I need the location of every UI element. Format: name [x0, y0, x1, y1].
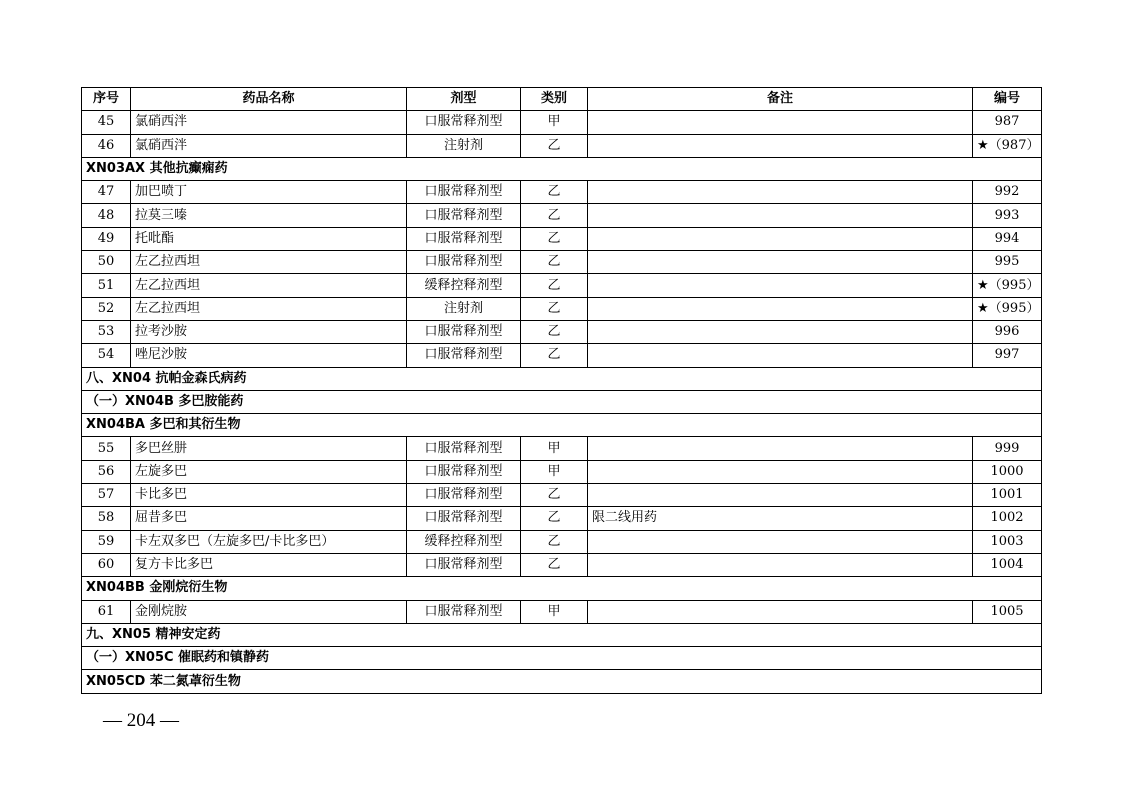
cell-drug-name: 卡比多巴	[131, 484, 407, 507]
table-row	[82, 530, 1042, 553]
cell-dosage-form: 口服常释剂型	[407, 484, 521, 507]
cell-serial-no: 58	[82, 507, 131, 530]
cell-serial-no: 59	[82, 530, 131, 553]
section-heading: XN03AX 其他抗癫痫药	[82, 157, 1042, 180]
section-row	[82, 577, 1042, 600]
cell-dosage-form: 口服常释剂型	[407, 251, 521, 274]
cell-code: 996	[973, 320, 1042, 343]
cell-serial-no: 55	[82, 437, 131, 460]
cell-dosage-form: 口服常释剂型	[407, 460, 521, 483]
section-heading: XN05CD 苯二氮䓬衍生物	[82, 670, 1042, 693]
cell-dosage-form: 口服常释剂型	[407, 227, 521, 250]
cell-remarks	[588, 320, 973, 343]
cell-remarks	[588, 530, 973, 553]
cell-serial-no: 47	[82, 181, 131, 204]
section-heading: （一）XN05C 催眠药和镇静药	[82, 647, 1042, 670]
cell-drug-name: 左旋多巴	[131, 460, 407, 483]
cell-serial-no: 61	[82, 600, 131, 623]
cell-dosage-form: 口服常释剂型	[407, 553, 521, 576]
section-heading: XN04BB 金刚烷衍生物	[82, 577, 1042, 600]
table-row	[82, 460, 1042, 483]
section-heading: 八、XN04 抗帕金森氏病药	[82, 367, 1042, 390]
cell-code: 1002	[973, 507, 1042, 530]
cell-dosage-form: 口服常释剂型	[407, 507, 521, 530]
section-heading: （一）XN04B 多巴胺能药	[82, 390, 1042, 413]
cell-remarks	[588, 344, 973, 367]
cell-serial-no: 52	[82, 297, 131, 320]
table-row	[82, 227, 1042, 250]
table-row	[82, 181, 1042, 204]
table-row	[82, 507, 1042, 530]
cell-drug-name: 拉莫三嗪	[131, 204, 407, 227]
cell-drug-name: 托吡酯	[131, 227, 407, 250]
cell-category: 乙	[521, 320, 588, 343]
cell-code: 993	[973, 204, 1042, 227]
cell-remarks	[588, 460, 973, 483]
cell-remarks	[588, 227, 973, 250]
cell-category: 乙	[521, 553, 588, 576]
cell-category: 甲	[521, 111, 588, 134]
section-row	[82, 623, 1042, 646]
section-row	[82, 157, 1042, 180]
cell-category: 乙	[521, 227, 588, 250]
cell-remarks	[588, 297, 973, 320]
cell-serial-no: 45	[82, 111, 131, 134]
section-row	[82, 367, 1042, 390]
header-dosage-form: 剂型	[407, 88, 521, 111]
cell-code: 999	[973, 437, 1042, 460]
cell-remarks	[588, 111, 973, 134]
cell-code: 1001	[973, 484, 1042, 507]
cell-drug-name: 左乙拉西坦	[131, 274, 407, 297]
table-header-row	[82, 88, 1042, 111]
table-row	[82, 320, 1042, 343]
cell-code: ★（987）	[973, 134, 1042, 157]
section-row	[82, 670, 1042, 693]
table-row	[82, 600, 1042, 623]
cell-category: 甲	[521, 437, 588, 460]
cell-dosage-form: 注射剂	[407, 134, 521, 157]
cell-remarks	[588, 134, 973, 157]
cell-serial-no: 57	[82, 484, 131, 507]
header-remarks: 备注	[588, 88, 973, 111]
cell-remarks	[588, 484, 973, 507]
cell-category: 乙	[521, 134, 588, 157]
section-row	[82, 414, 1042, 437]
cell-serial-no: 56	[82, 460, 131, 483]
cell-remarks	[588, 553, 973, 576]
cell-category: 乙	[521, 507, 588, 530]
cell-dosage-form: 口服常释剂型	[407, 320, 521, 343]
table-row	[82, 297, 1042, 320]
cell-code: ★（995）	[973, 274, 1042, 297]
cell-category: 乙	[521, 297, 588, 320]
cell-remarks	[588, 600, 973, 623]
cell-drug-name: 氯硝西泮	[131, 134, 407, 157]
cell-drug-name: 拉考沙胺	[131, 320, 407, 343]
cell-serial-no: 54	[82, 344, 131, 367]
cell-serial-no: 60	[82, 553, 131, 576]
table-row	[82, 344, 1042, 367]
cell-category: 乙	[521, 274, 588, 297]
cell-remarks	[588, 251, 973, 274]
cell-drug-name: 多巴丝肼	[131, 437, 407, 460]
cell-serial-no: 51	[82, 274, 131, 297]
header-drug-name: 药品名称	[131, 88, 407, 111]
table-row	[82, 134, 1042, 157]
table-row	[82, 484, 1042, 507]
header-code: 编号	[973, 88, 1042, 111]
cell-code: 992	[973, 181, 1042, 204]
table-row	[82, 274, 1042, 297]
cell-dosage-form: 口服常释剂型	[407, 344, 521, 367]
cell-code: 1005	[973, 600, 1042, 623]
cell-category: 甲	[521, 460, 588, 483]
cell-category: 乙	[521, 251, 588, 274]
cell-dosage-form: 缓释控释剂型	[407, 530, 521, 553]
cell-drug-name: 左乙拉西坦	[131, 251, 407, 274]
section-heading: XN04BA 多巴和其衍生物	[82, 414, 1042, 437]
cell-code: 987	[973, 111, 1042, 134]
section-row	[82, 647, 1042, 670]
table-row	[82, 437, 1042, 460]
table-body	[82, 111, 1042, 693]
cell-code: 995	[973, 251, 1042, 274]
cell-category: 乙	[521, 181, 588, 204]
cell-drug-name: 屈昔多巴	[131, 507, 407, 530]
cell-category: 乙	[521, 204, 588, 227]
cell-remarks	[588, 274, 973, 297]
table-row	[82, 553, 1042, 576]
cell-code: 1004	[973, 553, 1042, 576]
cell-drug-name: 氯硝西泮	[131, 111, 407, 134]
table-row	[82, 111, 1042, 134]
header-serial-no: 序号	[82, 88, 131, 111]
cell-serial-no: 46	[82, 134, 131, 157]
cell-dosage-form: 缓释控释剂型	[407, 274, 521, 297]
cell-dosage-form: 口服常释剂型	[407, 600, 521, 623]
cell-dosage-form: 口服常释剂型	[407, 181, 521, 204]
cell-drug-name: 唑尼沙胺	[131, 344, 407, 367]
cell-drug-name: 卡左双多巴（左旋多巴/卡比多巴）	[131, 530, 407, 553]
cell-serial-no: 49	[82, 227, 131, 250]
table-row	[82, 251, 1042, 274]
cell-remarks	[588, 437, 973, 460]
cell-serial-no: 53	[82, 320, 131, 343]
section-row	[82, 390, 1042, 413]
cell-dosage-form: 口服常释剂型	[407, 437, 521, 460]
cell-category: 甲	[521, 600, 588, 623]
cell-code: 1000	[973, 460, 1042, 483]
cell-dosage-form: 口服常释剂型	[407, 111, 521, 134]
cell-code: 997	[973, 344, 1042, 367]
cell-code: 1003	[973, 530, 1042, 553]
cell-drug-name: 复方卡比多巴	[131, 553, 407, 576]
cell-drug-name: 金刚烷胺	[131, 600, 407, 623]
cell-remarks	[588, 204, 973, 227]
cell-dosage-form: 注射剂	[407, 297, 521, 320]
cell-code: ★（995）	[973, 297, 1042, 320]
cell-remarks	[588, 181, 973, 204]
table-row	[82, 204, 1042, 227]
cell-drug-name: 左乙拉西坦	[131, 297, 407, 320]
cell-serial-no: 48	[82, 204, 131, 227]
cell-code: 994	[973, 227, 1042, 250]
cell-serial-no: 50	[82, 251, 131, 274]
cell-remarks: 限二线用药	[588, 507, 973, 530]
cell-drug-name: 加巴喷丁	[131, 181, 407, 204]
cell-category: 乙	[521, 344, 588, 367]
section-heading: 九、XN05 精神安定药	[82, 623, 1042, 646]
cell-category: 乙	[521, 484, 588, 507]
header-category: 类别	[521, 88, 588, 111]
cell-dosage-form: 口服常释剂型	[407, 204, 521, 227]
drug-list-table	[81, 87, 1042, 694]
cell-category: 乙	[521, 530, 588, 553]
page-number: — 204 —	[103, 710, 179, 731]
